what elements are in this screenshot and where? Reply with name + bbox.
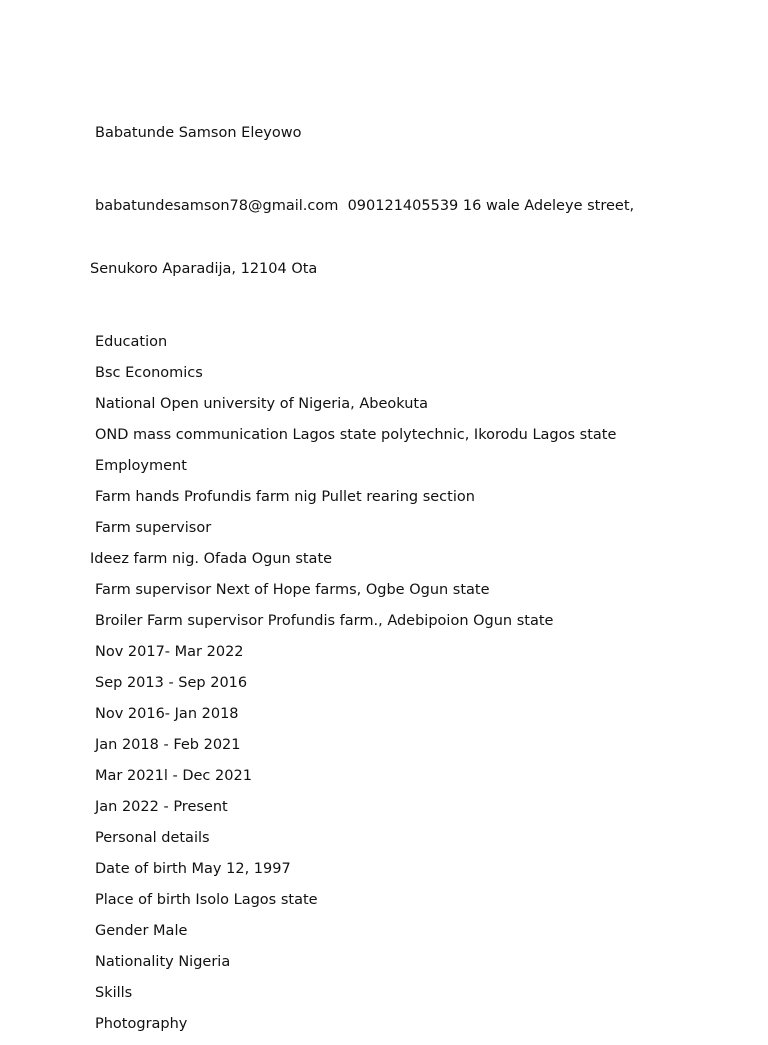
employment-item: Ideez farm nig. Ofada Ogun state: [90, 551, 333, 567]
resume-content: [90, 123, 670, 1045]
employment-heading: Employment: [95, 458, 187, 474]
contact-line-1: babatundesamson78@gmail.com 090121405539 16 wale Adeleye street,: [95, 198, 635, 214]
skill-item: Photography: [95, 1016, 188, 1032]
place-of-birth: Place of birth Isolo Lagos state: [95, 892, 318, 908]
employment-item: Farm hands Profundis farm nig Pullet rearing section: [95, 489, 475, 505]
employment-item: Farm supervisor Next of Hope farms, Ogbe Ogun state: [95, 582, 490, 598]
personal-details-heading: Personal details: [95, 830, 210, 846]
nationality: Nationality Nigeria: [95, 954, 231, 970]
date-range: Sep 2013 - Sep 2016: [95, 675, 248, 691]
employment-item: Farm supervisor: [95, 520, 212, 536]
skills-heading: Skills: [95, 985, 133, 1001]
date-range: Nov 2016- Jan 2018: [95, 706, 239, 722]
education-heading: Education: [95, 334, 168, 350]
date-range: Jan 2018 - Feb 2021: [95, 737, 241, 753]
date-range: Nov 2017- Mar 2022: [95, 644, 244, 660]
date-range: Jan 2022 - Present: [95, 799, 228, 815]
education-institution: National Open university of Nigeria, Abeokuta: [95, 396, 429, 412]
date-range: Mar 2021l - Dec 2021: [95, 768, 252, 784]
date-of-birth: Date of birth May 12, 1997: [95, 861, 291, 877]
gender: Gender Male: [95, 923, 188, 939]
education-degree: Bsc Economics: [95, 365, 203, 381]
employment-item: Broiler Farm supervisor Profundis farm., Adebipoion Ogun state: [95, 613, 554, 629]
contact-info: [90, 154, 670, 322]
education-ond: OND mass communication Lagos state polytechnic, Ikorodu Lagos state: [95, 427, 617, 443]
contact-line-2: Senukoro Aparadija, 12104 Ota: [90, 261, 318, 277]
person-name: Babatunde Samson Eleyowo: [95, 125, 302, 141]
